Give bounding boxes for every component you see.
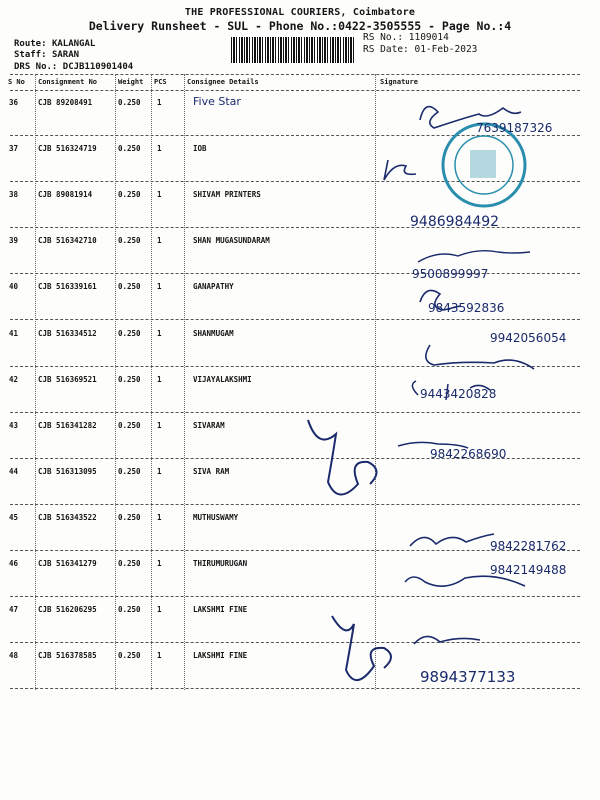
handwritten-phone: 7639187326 bbox=[476, 121, 553, 135]
row-separator bbox=[10, 319, 580, 320]
row-weight: 0.250 bbox=[118, 512, 141, 522]
row-pcs: 1 bbox=[157, 374, 162, 384]
row-separator bbox=[10, 550, 580, 551]
col-header-sno: S No bbox=[8, 78, 25, 86]
row-weight: 0.250 bbox=[118, 374, 141, 384]
row-consignee: LAKSHMI FINE bbox=[193, 651, 248, 661]
column-divider bbox=[151, 74, 152, 690]
row-consignee: Five Star bbox=[193, 95, 241, 108]
row-sno: 46 bbox=[9, 559, 19, 568]
row-consignment-no: CJB 516339161 bbox=[38, 282, 97, 292]
handwritten-phone: 9486984492 bbox=[410, 214, 500, 230]
row-sno: 44 bbox=[9, 466, 19, 476]
signature-44 bbox=[398, 442, 468, 448]
row-pcs: 1 bbox=[157, 605, 162, 615]
table-header-rule bbox=[10, 90, 580, 91]
row-pcs: 1 bbox=[157, 512, 162, 522]
drs-line bbox=[14, 62, 133, 72]
row-weight: 0.250 bbox=[118, 190, 141, 200]
row-sno: 42 bbox=[9, 374, 19, 384]
col-header-weight: Weight bbox=[118, 78, 144, 86]
col-header-consignment: Consignment No bbox=[38, 78, 98, 86]
row-pcs: 1 bbox=[157, 328, 162, 338]
row-consignee: VIJAYALAKSHMI bbox=[193, 374, 252, 384]
signature-40 bbox=[420, 290, 460, 310]
row-separator bbox=[10, 688, 580, 689]
signature-37 bbox=[384, 160, 416, 180]
row-consignee: SHANMUGAM bbox=[193, 328, 234, 338]
col-header-consignee: Consignee Details bbox=[187, 78, 259, 86]
row-consignee: SHAN MUGASUNDARAM bbox=[193, 236, 270, 246]
column-divider bbox=[35, 74, 36, 690]
row-weight: 0.250 bbox=[118, 282, 141, 292]
rs-date: RS Date: 01-Feb-2023 bbox=[363, 44, 478, 55]
handwritten-phone: 9842149488 bbox=[490, 563, 567, 577]
staff-value: SARAN bbox=[51, 50, 80, 60]
signature-42 bbox=[412, 381, 490, 400]
row-separator bbox=[10, 458, 580, 459]
row-weight: 0.250 bbox=[118, 651, 141, 661]
row-separator bbox=[10, 642, 580, 643]
row-pcs: 1 bbox=[157, 559, 162, 568]
row-sno: 38 bbox=[9, 190, 19, 200]
row-consignment-no: CJB 516369521 bbox=[38, 374, 97, 384]
staff-line bbox=[14, 50, 79, 60]
handwritten-phone-numbers bbox=[410, 121, 566, 686]
row-pcs: 1 bbox=[157, 98, 162, 107]
row-consignment-no: CJB 516334512 bbox=[38, 328, 97, 338]
row-consignment-no: CJB 89081914 bbox=[38, 190, 93, 200]
route-line bbox=[14, 39, 95, 49]
row-separator bbox=[10, 412, 580, 413]
row-weight: 0.250 bbox=[118, 466, 141, 476]
column-divider bbox=[184, 74, 185, 690]
signature-46 bbox=[405, 576, 525, 586]
row-weight: 0.250 bbox=[118, 605, 141, 615]
row-separator bbox=[10, 181, 580, 182]
col-header-signature: Signature bbox=[380, 78, 418, 86]
staff-label: Staff: bbox=[14, 50, 47, 60]
row-pcs: 1 bbox=[157, 651, 162, 661]
row-pcs: 1 bbox=[157, 466, 162, 476]
row-consignment-no: CJB 516206295 bbox=[38, 605, 97, 615]
table-top-rule bbox=[10, 74, 580, 75]
row-sno: 45 bbox=[9, 512, 19, 522]
row-pcs: 1 bbox=[157, 236, 162, 246]
runsheet-subtitle: Delivery Runsheet - SUL - Phone No.:0422-3505555 - Page No.:4 bbox=[88, 19, 512, 33]
row-consignment-no: CJB 516324719 bbox=[38, 144, 97, 154]
row-pcs: 1 bbox=[157, 190, 162, 200]
row-weight: 0.250 bbox=[118, 98, 141, 107]
handwritten-phone: 9443420828 bbox=[420, 387, 497, 401]
handwritten-phone: 9894377133 bbox=[420, 668, 516, 686]
row-consignment-no: CJB 516343522 bbox=[38, 512, 97, 522]
row-consignment-no: CJB 516341282 bbox=[38, 420, 97, 430]
row-consignment-no: CJB 516341279 bbox=[38, 559, 97, 568]
row-separator bbox=[10, 273, 580, 274]
row-consignee: GANAPATHY bbox=[193, 282, 234, 292]
row-consignee: IOB bbox=[193, 144, 207, 154]
row-weight: 0.250 bbox=[118, 144, 141, 154]
row-pcs: 1 bbox=[157, 144, 162, 154]
row-consignment-no: CJB 516342710 bbox=[38, 236, 97, 246]
row-sno: 48 bbox=[9, 651, 19, 661]
route-value: KALANGAL bbox=[51, 39, 96, 49]
signature-47-48 bbox=[332, 616, 391, 680]
row-sno: 37 bbox=[9, 144, 19, 154]
column-divider bbox=[375, 74, 376, 690]
rs-number: RS No.: 1109014 bbox=[363, 32, 449, 43]
row-separator bbox=[10, 504, 580, 505]
row-consignee: MUTHUSWAMY bbox=[193, 512, 239, 522]
row-sno: 47 bbox=[9, 605, 19, 615]
row-sno: 43 bbox=[9, 420, 19, 430]
row-pcs: 1 bbox=[157, 282, 162, 292]
handwritten-phone: 9500899997 bbox=[412, 267, 489, 281]
row-weight: 0.250 bbox=[118, 328, 141, 338]
courier-stamp bbox=[443, 124, 525, 206]
signature-45 bbox=[410, 534, 494, 546]
row-sno: 41 bbox=[9, 328, 19, 338]
row-pcs: 1 bbox=[157, 420, 162, 430]
handwritten-phone: 9842268690 bbox=[430, 447, 507, 461]
row-sno: 36 bbox=[9, 98, 19, 107]
row-separator bbox=[10, 135, 580, 136]
row-weight: 0.250 bbox=[118, 559, 141, 568]
row-weight: 0.250 bbox=[118, 420, 141, 430]
signature-36 bbox=[420, 107, 521, 128]
col-header-pcs: PCS bbox=[154, 78, 167, 86]
column-divider bbox=[115, 74, 116, 690]
signature-39 bbox=[418, 251, 530, 262]
row-consignee: SIVARAM bbox=[193, 420, 225, 430]
row-separator bbox=[10, 596, 580, 597]
row-consignment-no: CJB 89208491 bbox=[38, 98, 93, 107]
row-consignee: LAKSHMI FINE bbox=[193, 605, 248, 615]
drs-value: DCJB110901404 bbox=[62, 62, 134, 72]
row-consignee: SHIVAM PRINTERS bbox=[193, 190, 261, 200]
row-consignee: SIVA RAM bbox=[193, 466, 230, 476]
row-consignment-no: CJB 516378585 bbox=[38, 651, 97, 661]
drs-label: DRS No.: bbox=[14, 62, 58, 72]
row-consignee: THIRUMURUGAN bbox=[193, 559, 248, 568]
barcode bbox=[231, 37, 355, 63]
row-sno: 40 bbox=[9, 282, 19, 292]
company-title: THE PROFESSIONAL COURIERS, Coimbatore bbox=[184, 7, 416, 18]
handwritten-phone: 9942056054 bbox=[490, 331, 567, 345]
row-separator bbox=[10, 227, 580, 228]
row-sno: 39 bbox=[9, 236, 19, 246]
route-label: Route: bbox=[14, 39, 47, 49]
row-weight: 0.250 bbox=[118, 236, 141, 246]
handwritten-phone: 9842281762 bbox=[490, 539, 567, 553]
row-consignment-no: CJB 516313095 bbox=[38, 466, 97, 476]
row-separator bbox=[10, 366, 580, 367]
handwritten-phone: 9843592836 bbox=[428, 301, 505, 315]
